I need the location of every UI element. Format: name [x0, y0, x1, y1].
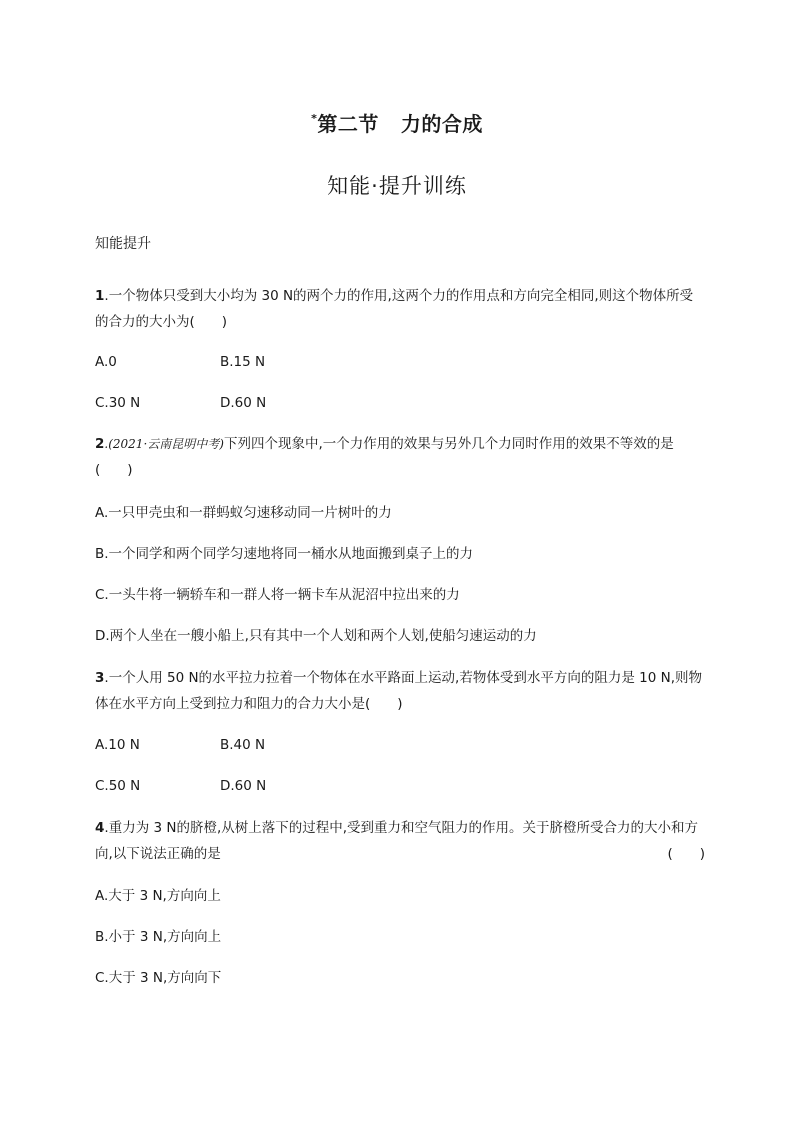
option-a: A.大于 3 N,方向向上	[95, 888, 221, 904]
option-b: B.一个同学和两个同学匀速地将同一桶水从地面搬到桌子上的力	[95, 546, 474, 562]
option-b: B.40 N	[220, 737, 266, 753]
option-d: D.60 N	[220, 395, 267, 411]
option-d: D.两个人坐在一艘小船上,只有其中一个人划和两个人划,使船匀速运动的力	[95, 628, 537, 644]
question-number: 1	[95, 288, 105, 304]
question-text: .一个物体只受到大小均为 30 N的两个力的作用,这两个力的作用点和方向完全相同,则这个物体所受的合力的大小为( )	[95, 288, 694, 330]
question-2	[95, 431, 705, 483]
option-c: C.一头牛将一辆轿车和一群人将一辆卡车从泥沼中拉出来的力	[95, 587, 460, 603]
question-text: .重力为 3 N的脐橙,从树上落下的过程中,受到重力和空气阻力的作用。关于脐橙所受合力的大小和方向,以下说法正确的是	[95, 820, 699, 862]
option-c: C.30 N	[95, 395, 141, 411]
question-1	[95, 283, 705, 335]
title-star: *	[311, 112, 318, 125]
page-title	[0, 108, 794, 137]
question-number: 3	[95, 670, 105, 686]
title-section-number: 第二节	[317, 112, 379, 136]
question-text: .一个人用 50 N的水平拉力拉着一个物体在水平路面上运动,若物体受到水平方向的阻力是 10 N,则物体在水平方向上受到拉力和阻力的合力大小是( )	[95, 670, 702, 712]
title-topic: 力的合成	[400, 112, 483, 136]
question-source: .(2021·云南昆明中考)	[104, 437, 224, 451]
option-c: C.大于 3 N,方向向下	[95, 970, 222, 986]
option-d: D.60 N	[220, 778, 267, 794]
page-subtitle: 知能·提升训练	[327, 174, 467, 198]
question-number: 4	[95, 820, 105, 836]
option-c: C.50 N	[95, 778, 141, 794]
question-4	[95, 815, 705, 867]
option-a: A.一只甲壳虫和一群蚂蚁匀速移动同一片树叶的力	[95, 505, 392, 521]
question-number: 2	[95, 436, 105, 452]
option-b: B.小于 3 N,方向向上	[95, 929, 222, 945]
answer-blank: ( )	[667, 846, 705, 862]
option-b: B.15 N	[220, 354, 266, 370]
section-heading: 知能提升	[95, 236, 151, 252]
question-text: 下列四个现象中,一个力作用的效果与另外几个力同时作用的效果不等效的是( )	[95, 436, 674, 478]
question-3	[95, 665, 705, 717]
option-a: A.0	[95, 354, 117, 370]
option-a: A.10 N	[95, 737, 140, 753]
